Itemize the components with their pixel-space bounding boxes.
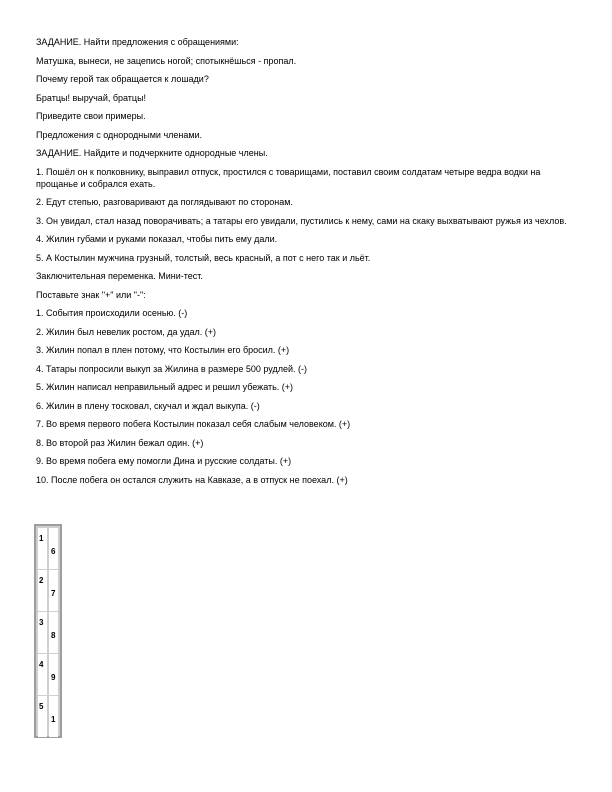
answer-grid-row: [38, 528, 58, 569]
answer-grid-number: 9: [51, 673, 56, 682]
answer-grid-cell: [49, 570, 58, 611]
test-item: 3. Жилин попал в плен потому, что Костылин его бросил. (+): [36, 345, 290, 355]
answer-grid-row: [38, 570, 58, 611]
task-heading-appeals: ЗАДАНИЕ. Найти предложения с обращениями:: [36, 37, 239, 47]
answer-grid-cell: [38, 696, 47, 737]
answer-grid-cell: [49, 696, 58, 737]
test-item: 8. Во второй раз Жилин бежал один. (+): [36, 437, 204, 448]
answer-grid-number: 3: [39, 618, 44, 627]
example-sentence: Матушка, вынеси, не зацепись ногой; спотыкнёшься - пропал.: [36, 55, 297, 66]
instruction-text: Поставьте знак "+" или "-":: [36, 289, 146, 300]
answer-grid-number: 1: [39, 534, 44, 543]
test-item: 7. Во время первого побега Костылин показал себя слабым человеком. (+): [36, 419, 351, 429]
document-body: [36, 36, 576, 492]
instruction-text: Приведите свои примеры.: [36, 111, 146, 121]
answer-grid-number: 2: [39, 576, 44, 585]
test-item: 4. Татары попросили выкуп за Жилина в размере 500 рудлей. (-): [36, 363, 308, 374]
exercise-item: 4. Жилин губами и руками показал, чтобы пить ему дали.: [36, 234, 278, 244]
answer-grid-number: 4: [39, 660, 44, 669]
test-item: 2. Жилин был невелик ростом, да удал. (+): [36, 326, 216, 337]
test-item: 5. Жилин написал неправильный адрес и решил убежать. (+): [36, 382, 294, 392]
question-text: Почему герой так обращается к лошади?: [36, 74, 209, 84]
test-item: 6. Жилин в плену тосковал, скучал и ждал выкупа. (-): [36, 400, 260, 411]
answer-grid-table: [34, 524, 62, 738]
answer-grid-number: 8: [51, 631, 56, 640]
exercise-item: 2. Едут степью, разговаривают да поглядывают по сторонам.: [36, 197, 293, 207]
answer-grid-row: [38, 654, 58, 695]
answer-grid-row: [38, 696, 58, 737]
exercise-item: 3. Он увидал, стал назад поворачивать; а татары его увидали, пустились к нему, сами на скаку выхватывают ружья из чехлов.: [36, 215, 567, 226]
answer-grid-cell: [49, 528, 58, 569]
answer-grid-number: 1: [51, 715, 56, 724]
exercise-item: 5. А Костылин мужчина грузный, толстый, весь красный, а пот с него так и льёт.: [36, 252, 371, 263]
answer-grid-cell: [49, 654, 58, 695]
test-item: 10. После побега он остался служить на Кавказе, а в отпуск не поехал. (+): [36, 474, 348, 485]
answer-grid-number: 7: [51, 589, 56, 598]
answer-grid-cell: [38, 528, 47, 569]
answer-grid-cell: [38, 570, 47, 611]
answer-grid-number: 6: [51, 547, 56, 556]
answer-grid-cell: [38, 612, 47, 653]
answer-grid-cell: [49, 612, 58, 653]
section-heading: Заключительная переменка. Мини-тест.: [36, 271, 203, 281]
section-heading: Предложения с однородными членами.: [36, 129, 203, 140]
answer-grid-number: 5: [39, 702, 44, 711]
test-item: 9. Во время побега ему помогли Дина и русские солдаты. (+): [36, 456, 292, 466]
answer-grid-row: [38, 612, 58, 653]
test-item: 1. События происходили осенью. (-): [36, 308, 188, 318]
exercise-item: 1. Пошёл он к полковнику, выправил отпуск, простился с товарищами, поставил своим солдатам четыре ведра водки на прощанье и собрался ехать.: [36, 166, 541, 189]
example-sentence: Братцы! выручай, братцы!: [36, 92, 147, 103]
task-heading-homogeneous: ЗАДАНИЕ. Найдите и подчеркните однородные члены.: [36, 148, 268, 158]
answer-grid-cell: [38, 654, 47, 695]
